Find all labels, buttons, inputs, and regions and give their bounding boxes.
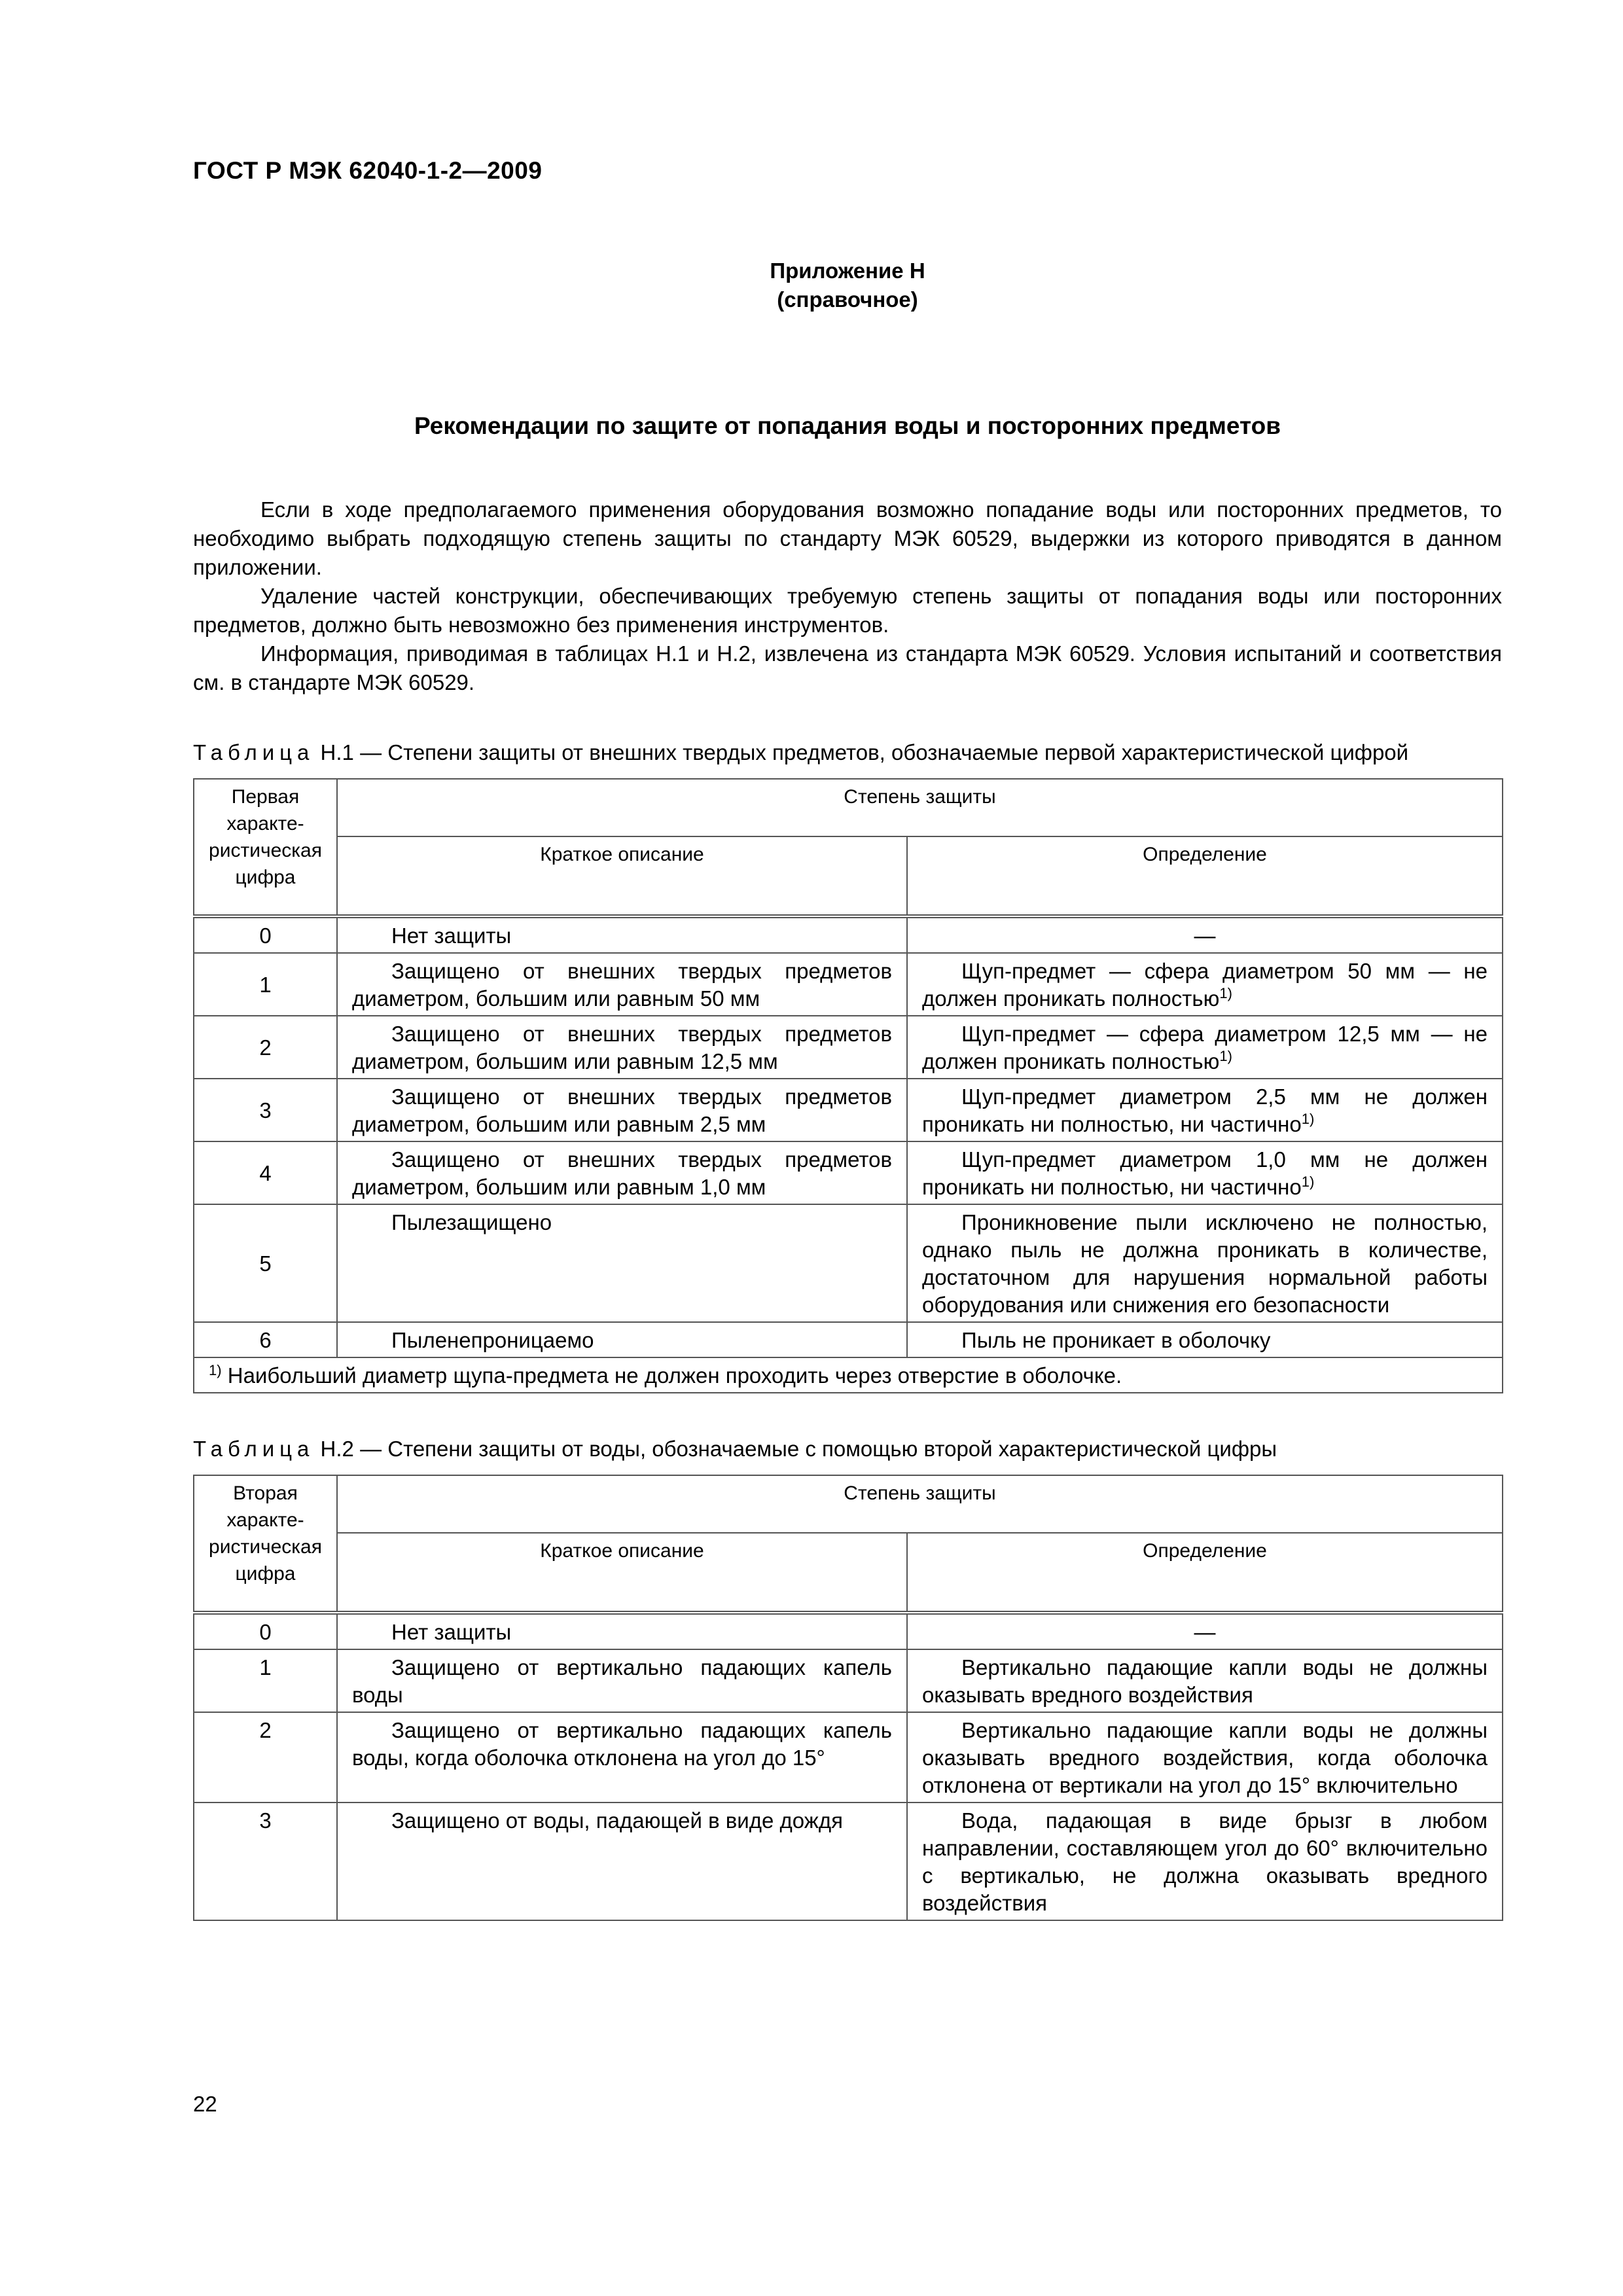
footnote-ref: 1) — [1301, 1111, 1315, 1127]
table-row — [194, 953, 1503, 1016]
table1-header-group: Степень защиты — [337, 779, 1503, 836]
digit-cell: 5 — [194, 1204, 337, 1322]
annex-heading — [193, 257, 1502, 314]
definition-cell: Щуп-предмет диаметром 2,5 мм не должен проникать ни полностью, ни частично$^{1)}$ — [907, 1079, 1503, 1141]
definition-cell: — — [907, 916, 1503, 953]
table-row — [194, 1141, 1503, 1204]
table1-caption-label: Таблица — [193, 740, 315, 764]
section-title: Рекомендации по защите от попадания воды и посторонних предметов — [414, 412, 1281, 439]
table1-solid-objects — [193, 778, 1503, 1393]
page-number: 22 — [193, 2092, 217, 2116]
table1-footnote — [194, 1357, 1503, 1393]
definition-cell: Вертикально падающие капли воды не должны оказывать вредного воздействия, когда оболочка отклонена от вертикали на угол до 15° включительно — [907, 1712, 1503, 1803]
digit-cell: 2 — [194, 1016, 337, 1079]
footnote-text: Наибольший диаметр щупа-предмета не должен проходить через отверстие в оболочке. — [221, 1363, 1122, 1388]
table-row — [194, 1649, 1503, 1712]
table-row — [194, 1803, 1503, 1920]
table2-caption-text: Н.2 — Степени защиты от воды, обозначаемые с помощью второй характеристической цифры — [314, 1437, 1277, 1461]
digit-cell: 0 — [194, 916, 337, 953]
digit-cell: 3 — [194, 1803, 337, 1920]
definition-cell: Пыль не проникает в оболочку — [907, 1322, 1503, 1357]
brief-cell: Защищено от вертикально падающих капель воды, когда оболочка отклонена на угол до 15° — [337, 1712, 907, 1803]
definition-cell: Вертикально падающие капли воды не должны оказывать вредного воздействия — [907, 1649, 1503, 1712]
table1-caption-text: Н.1 — Степени защиты от внешних твердых предметов, обозначаемые первой характеристической цифрой — [314, 740, 1409, 764]
digit-cell: 4 — [194, 1141, 337, 1204]
brief-cell: Защищено от внешних твердых предметов диаметром, большим или равным 1,0 мм — [337, 1141, 907, 1204]
table2-water — [193, 1475, 1503, 1921]
table-footnote-row — [194, 1357, 1503, 1393]
digit-cell: 1 — [194, 953, 337, 1016]
footnote-mark: 1) — [209, 1362, 222, 1378]
table2-header-brief: Краткое описание — [337, 1533, 907, 1613]
brief-cell: Защищено от вертикально падающих капель воды — [337, 1649, 907, 1712]
brief-cell: Защищено от внешних твердых предметов диаметром, большим или равным 12,5 мм — [337, 1016, 907, 1079]
paragraph: Удаление частей конструкции, обеспечивающих требуемую степень защиты от попадания воды или посторонних предметов, должно быть невозможно без применения инструментов. — [193, 584, 1502, 637]
definition-cell: Вода, падающая в виде брызг в любом направлении, составляющем угол до 60° включительно с вертикалью, не должна оказывать вредного воздействия — [907, 1803, 1503, 1920]
brief-cell: Защищено от внешних твердых предметов диаметром, большим или равным 50 мм — [337, 953, 907, 1016]
table-row — [194, 1613, 1503, 1649]
intro-text — [193, 495, 1502, 697]
footnote-ref: 1) — [1301, 1174, 1315, 1190]
table1-header-brief: Краткое описание — [337, 836, 907, 916]
table-row — [194, 1079, 1503, 1141]
paragraph: Если в ходе предполагаемого применения оборудования возможно попадание воды или посторонних предметов, то необходимо выбрать подходящую степень защиты по стандарту МЭК 60529, выдержки из которого приводятся в данном приложении. — [193, 497, 1502, 579]
table1-header-digit: Первая характе-ристическая цифра — [194, 779, 337, 916]
paragraph: Информация, приводимая в таблицах Н.1 и Н.2, извлечена из стандарта МЭК 60529. Условия испытаний и соответствия см. в стандарте МЭК 60529. — [193, 641, 1502, 694]
brief-cell: Нет защиты — [337, 916, 907, 953]
table-row — [194, 1204, 1503, 1322]
digit-cell: 0 — [194, 1613, 337, 1649]
footnote-ref: 1) — [1219, 985, 1232, 1001]
table2-caption — [193, 1435, 1502, 1463]
definition-cell: Щуп-предмет — сфера диаметром 12,5 мм — не должен проникать полностью$^{1)}$ — [907, 1016, 1503, 1079]
definition-cell: Проникновение пыли исключено не полностью, однако пыль не должна проникать в количестве, достаточном для нарушения нормальной работы оборудования или снижения его безопасности — [907, 1204, 1503, 1322]
brief-cell: Нет защиты — [337, 1613, 907, 1649]
table2-header-group: Степень защиты — [337, 1475, 1503, 1533]
definition-cell: Щуп-предмет — сфера диаметром 50 мм — не должен проникать полностью$^{1)}$ — [907, 953, 1503, 1016]
definition-cell: Щуп-предмет диаметром 1,0 мм не должен проникать ни полностью, ни частично$^{1)}$ — [907, 1141, 1503, 1204]
brief-cell: Пылезащищено — [337, 1204, 907, 1322]
table-row — [194, 1712, 1503, 1803]
brief-cell: Защищено от воды, падающей в виде дождя — [337, 1803, 907, 1920]
table2-caption-label: Таблица — [193, 1437, 315, 1461]
document-page — [193, 157, 1502, 1921]
table-row — [194, 1016, 1503, 1079]
brief-cell: Защищено от внешних твердых предметов диаметром, большим или равным 2,5 мм — [337, 1079, 907, 1141]
table1-caption — [193, 738, 1502, 767]
standard-code: ГОСТ Р МЭК 62040-1-2—2009 — [193, 157, 543, 184]
digit-cell: 1 — [194, 1649, 337, 1712]
table2-header-definition: Определение — [907, 1533, 1503, 1613]
table1-header-definition: Определение — [907, 836, 1503, 916]
annex-type: (справочное) — [777, 287, 918, 312]
definition-cell: — — [907, 1613, 1503, 1649]
digit-cell: 6 — [194, 1322, 337, 1357]
annex-title: Приложение Н — [770, 259, 925, 283]
table-row — [194, 916, 1503, 953]
brief-cell: Пыленепроницаемо — [337, 1322, 907, 1357]
footnote-ref: 1) — [1219, 1048, 1232, 1064]
digit-cell: 3 — [194, 1079, 337, 1141]
digit-cell: 2 — [194, 1712, 337, 1803]
table2-header-digit: Вторая характе-ристическая цифра — [194, 1475, 337, 1613]
table-row — [194, 1322, 1503, 1357]
